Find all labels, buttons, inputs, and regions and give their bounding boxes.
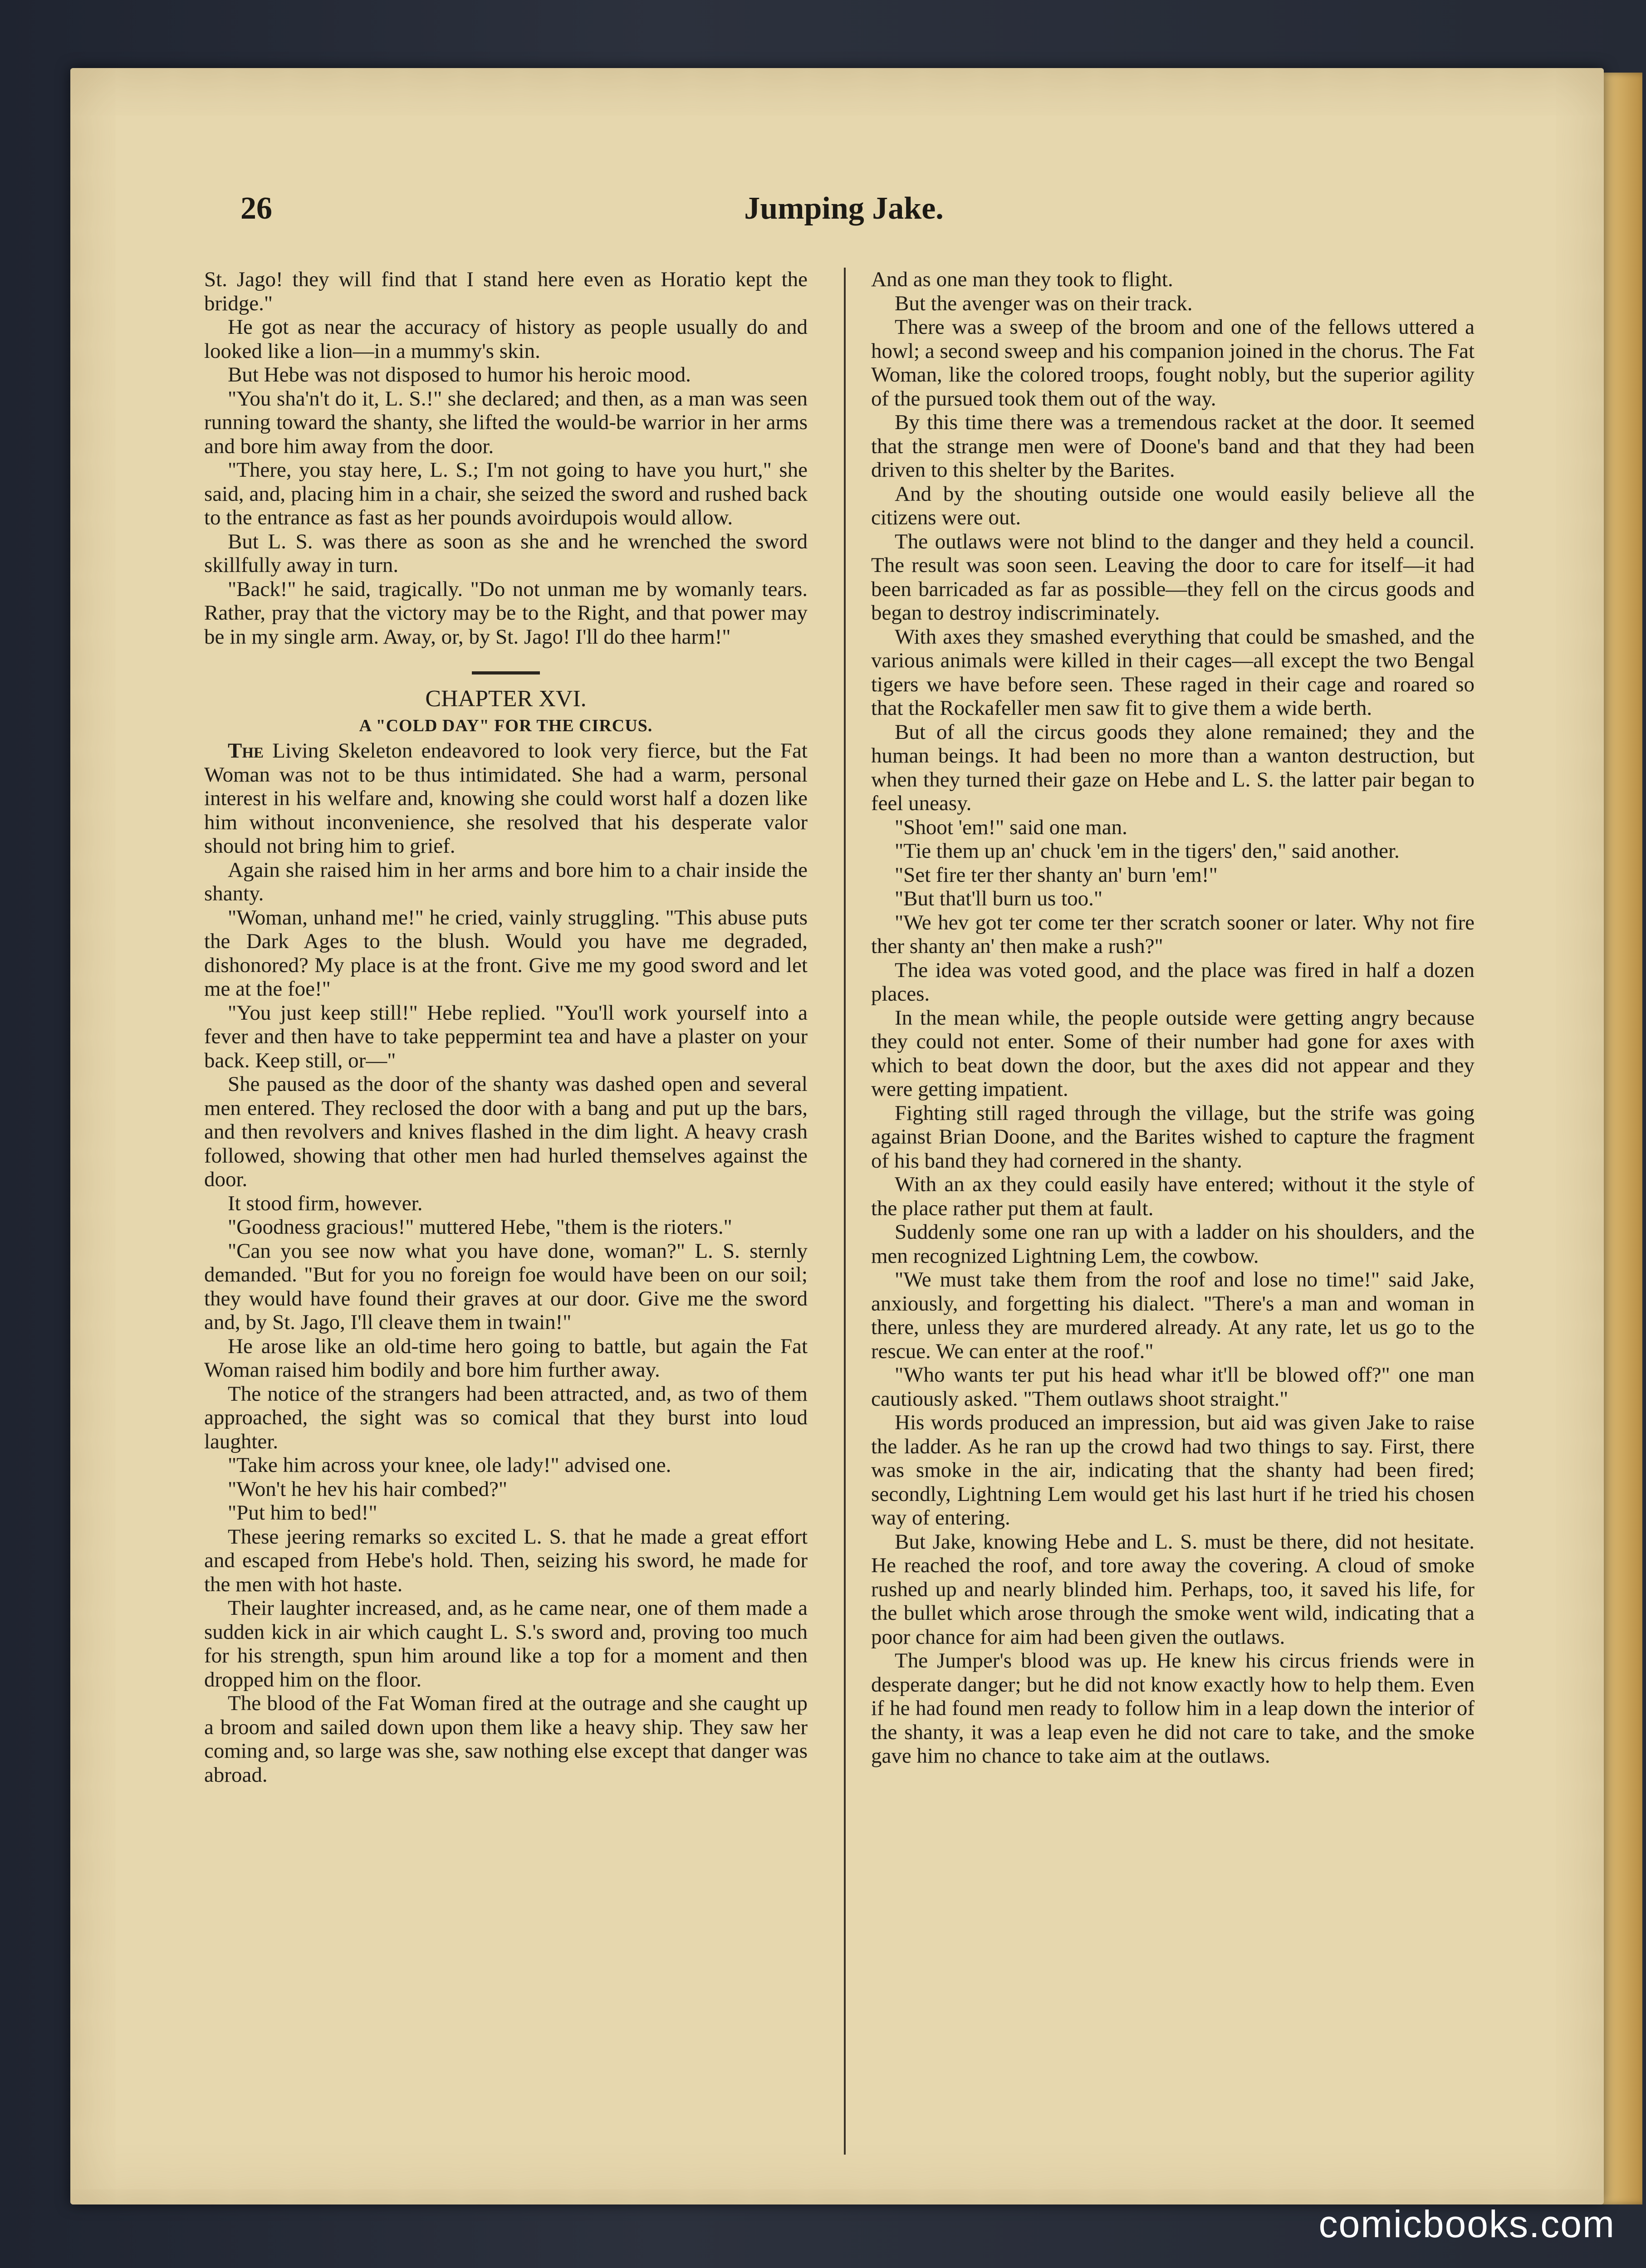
paragraph: "Shoot 'em!" said one man. [895,815,1127,839]
paragraph: The outlaws were not blind to the danger and they held a council. The result was soon seen. Leaving the door to care for itself—it had been barricaded as far as possible—they fell on the circus goods and began to destroy indiscriminately. [871,529,1475,625]
paragraph: But Hebe was not disposed to humor his heroic mood. [228,363,691,386]
paragraph: And by the shouting outside one would easily believe all the citizens were out. [871,482,1475,529]
paragraph: But the avenger was on their track. [895,291,1193,315]
paragraph: The notice of the strangers had been attracted, and, as two of them approached, the sight was so comical that they burst into loud laughter. [204,1382,808,1453]
paragraph: By this time there was a tremendous racket at the door. It seemed that the strange men were of Doone's band and that they had been driven to this shelter by the Barites. [871,411,1475,482]
watermark: comicbooks.com [1318,2203,1615,2245]
chapter-title: CHAPTER XVI. [425,686,587,712]
paragraph: Their laughter increased, and, as he came near, one of them made a sudden kick in air which caught L. S.'s sword and, proving too much for his strength, spun him around like a top for a moment and then dropped him on the floor. [204,1596,808,1691]
paragraph: She paused as the door of the shanty was dashed open and several men entered. They reclosed the door with a bang and put up the bars, and then revolvers and knives flashed in the dim light. A heavy crash followed, showing that other men had hurled themselves against the door. [204,1072,808,1191]
paragraph: "Put him to bed!" [228,1501,377,1525]
paragraph: With axes they smashed everything that could be smashed, and the various animals were killed in their cages—all except the two Bengal tigers we have before seen. These raged in their cage and roared so that the Rockafeller men saw fit to give them a wide berth. [871,625,1475,720]
paragraph: "Set fire ter ther shanty an' burn 'em!" [895,863,1218,887]
paragraph: And as one man they took to flight. [871,268,1173,291]
paragraph: "Back!" he said, tragically. "Do not unman me by womanly tears. Rather, pray that the victory may be to the Right, and that power may be in my single arm. Away, or, by St. Jago! I'll do thee harm!" [204,577,808,649]
paragraph: "Take him across your knee, ole lady!" advised one. [228,1453,671,1477]
page-number: 26 [240,191,272,226]
paragraph: Again she raised him in her arms and bore him to a chair inside the shanty. [204,858,808,905]
paragraph: "There, you stay here, L. S.; I'm not going to have you hurt," she said, and, placing him in a chair, she seized the sword and rushed back to the entrance as fast as her pounds avoirdupois would allow. [204,458,808,529]
left-column [204,268,808,2164]
paragraph: The Jumper's blood was up. He knew his circus friends were in desperate danger; but he did not know exactly how to help them. Even if he had found men ready to follow him in a leap down the interior of the shanty, it was a leap even he did not care to take, and the smoke gave him no chance to take aim at the outlaws. [871,1649,1475,1768]
paragraph: "Who wants ter put his head whar it'll be blowed off?" one man cautiously asked. "Them outlaws shoot straight." [871,1363,1475,1411]
left-paragraphs-before [204,268,808,649]
paragraph: "But that'll burn us too." [895,887,1103,910]
paragraph: "You just keep still!" Hebe replied. "You'll work yourself into a fever and then have to take peppermint tea and have a plaster on your back. Keep still, or—" [204,1001,808,1072]
paragraph: "You sha'n't do it, L. S.!" she declared; and then, as a man was seen running toward the shanty, she lifted the would-be warrior in her arms and bore him away from the door. [204,386,808,458]
paragraph: The blood of the Fat Woman fired at the outrage and she caught up a broom and sailed down upon them like a heavy ship. They saw her coming and, so large was she, saw nothing else except that danger was abroad. [204,1691,808,1787]
paragraph: "Tie them up an' chuck 'em in the tigers' den," said another. [895,839,1400,863]
page-header [240,191,1443,236]
right-column [871,268,1475,2164]
running-title: Jumping Jake. [744,191,944,226]
paragraph: "Can you see now what you have done, woman?" L. S. sternly demanded. "But for you no foreign foe would have been on our soil; they would have found their graves at our door. Give me the sword and, by St. Jago, I'll cleave them in twain!" [204,1239,808,1334]
paragraph: These jeering remarks so excited L. S. that he made a great effort and escaped from Hebe's hold. Then, seizing his sword, he made for the men with hot haste. [204,1525,808,1596]
paragraph: "Goodness gracious!" muttered Hebe, "them is the rioters." [228,1215,732,1239]
paragraph: He arose like an old-time hero going to battle, but again the Fat Woman raised him bodily and bore him further away. [204,1334,808,1382]
chapter-divider-rule [472,671,540,675]
paragraph: But of all the circus goods they alone remained; they and the human beings. It had been no more than a wanton destruction, but when they turned their gaze on Hebe and L. S. the latter pair began to feel uneasy. [871,720,1475,815]
paragraph: St. Jago! they will find that I stand here even as Horatio kept the bridge." [204,268,808,315]
paragraph: It stood firm, however. [228,1191,423,1215]
paragraph: With an ax they could easily have entered; without it the style of the place rather put them at fault. [871,1173,1475,1220]
paragraph: "Woman, unhand me!" he cried, vainly struggling. "This abuse puts the Dark Ages to the blush. Would you have me degraded, dishonored? My place is at the front. Give me my good sword and let me at the foe!" [204,905,808,1001]
paragraph: There was a sweep of the broom and one of the fellows uttered a howl; a second sweep and his companion joined in the chorus. The Fat Woman, like the colored troops, fought nobly, but the superior agility of the pursued took them out of the way. [871,315,1475,411]
paragraph: "Won't he hev his hair combed?" [228,1477,508,1501]
opening-paragraph-text: Living Skeleton endeavored to look very fierce, but the Fat Woman was not to be thus intimidated. She had a warm, personal interest in his welfare and, knowing she could worst half a dozen like him without inconvenience, she resolved that his desperate valor should not bring him to grief. [204,739,808,858]
paragraph: But Jake, knowing Hebe and L. S. must be there, did not hesitate. He reached the roof, and tore away the covering. A cloud of smoke rushed up and nearly blinded him. Perhaps, too, it saved his life, for the bullet which arose through the smoke went wild, indicating that a poor chance for aim had been given the outlaws. [871,1530,1475,1649]
chapter-subtitle: A "COLD DAY" FOR THE CIRCUS. [359,716,653,735]
left-paragraphs-after [204,858,808,1787]
paragraph: "We hev got ter come ter ther scratch sooner or later. Why not fire ther shanty an' then make a rush?" [871,910,1475,958]
paragraph: Fighting still raged through the village, but the strife was going against Brian Doone, and the Barites wished to capture the fragment of his band they had cornered in the shanty. [871,1101,1475,1173]
column-divider [844,268,846,2155]
right-paragraphs [871,268,1475,1768]
paragraph: Suddenly some one ran up with a ladder on his shoulders, and the men recognized Lightning Lem, the cowbow. [871,1220,1475,1268]
paragraph: The idea was voted good, and the place was fired in half a dozen places. [871,958,1475,1006]
paragraph: But L. S. was there as soon as she and he wrenched the sword skillfully away in turn. [204,529,808,577]
paragraph: In the mean while, the people outside were getting angry because they could not enter. Some of their number had gone for axes with which to beat down the door, but the axes did not appear and they were getting impatient. [871,1006,1475,1101]
opening-word: The [228,739,264,763]
paragraph: "We must take them from the roof and lose no time!" said Jake, anxiously, and forgetting his dialect. "There's a man and woman in there, unless they are murdered already. At any rate, let us go to the rescue. We can enter at the roof." [871,1268,1475,1363]
chapter-opening-paragraph [204,739,808,858]
paragraph: He got as near the accuracy of history as people usually do and looked like a lion—in a mummy's skin. [204,315,808,363]
paragraph: His words produced an impression, but aid was given Jake to raise the ladder. As he ran up the crowd had two things to say. First, there was smoke in the air, indicating that the shanty had been fired; secondly, Lightning Lem would get his last hurt if he tried his chosen way of entering. [871,1411,1475,1530]
